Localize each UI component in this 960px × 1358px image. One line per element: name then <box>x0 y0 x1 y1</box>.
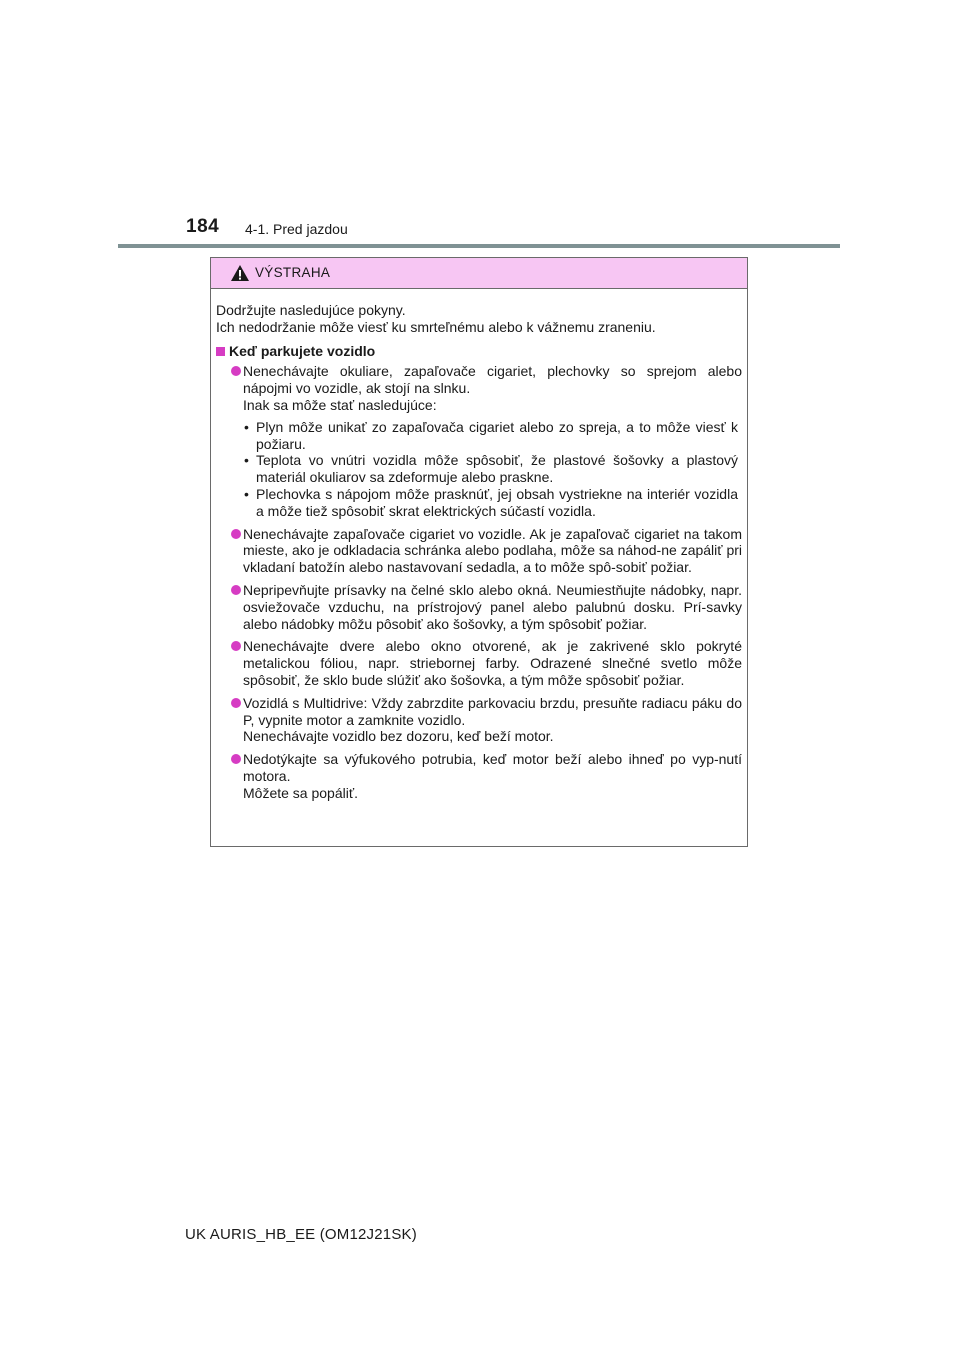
circle-bullet-icon <box>231 641 241 651</box>
footer-model: UK AURIS_HB_EE (OM12J21SK) <box>185 1226 417 1243</box>
circle-bullet-icon <box>231 698 241 708</box>
warning-title: VÝSTRAHA <box>255 265 331 280</box>
warning-box <box>210 257 748 847</box>
bullet-item <box>216 638 742 688</box>
subheading <box>216 343 742 360</box>
bullet-text: Nenechávajte okuliare, zapaľovače cigariet, plechovky so sprejom alebo nápojmi vo vozidle, ak stojí na slnku. <box>243 363 742 397</box>
bullet-item <box>216 695 742 745</box>
bullet-extra: Inak sa môže stať nasledujúce: <box>243 396 437 413</box>
bullet-item <box>216 526 742 576</box>
sub-item <box>243 452 738 486</box>
sub-item-text: Teplota vo vnútri vozidla môže spôsobiť, že plastové šošovky a plastový materiál okuliarov sa zdeformuje alebo praskne. <box>256 452 738 486</box>
sub-dot-icon: • <box>244 418 249 435</box>
bullet-extra: Môžete sa popáliť. <box>243 784 358 801</box>
sub-item <box>243 419 738 453</box>
intro-line-1: Dodržujte nasledujúce pokyny. <box>216 302 406 318</box>
sub-item-text: Plyn môže unikať zo zapaľovača cigariet alebo zo spreja, a to môže viesť k požiaru. <box>256 418 738 452</box>
sub-dot-icon: • <box>244 452 249 469</box>
warning-body <box>211 289 747 802</box>
sub-item-text: Plechovka s nápojom môže prasknúť, jej obsah vystriekne na interiér vozidla a môže tiež spôsobiť skrat elektrických súčastí vozidla. <box>256 485 738 519</box>
warning-header <box>211 258 747 289</box>
intro-line-2: Ich nedodržanie môže viesť ku smrteľnému alebo k vážnemu zraneniu. <box>216 318 656 335</box>
section-title: 4-1. Pred jazdou <box>245 221 348 237</box>
bullet-item <box>216 363 742 519</box>
warning-triangle-icon <box>230 264 250 282</box>
bullet-text: Nenechávajte dvere alebo okno otvorené, ak je zakrivené sklo pokryté metalickou fóliou, napr. striebornej farby. Odrazené slnečné svetlo môže spôsobiť, že sklo bude slúžiť ako šošovka, a tým môže spôsobiť požiar. <box>243 638 742 688</box>
bullet-text: Nedotýkajte sa výfukového potrubia, keď motor beží alebo ihneď po vyp-nutí motora. <box>243 751 742 784</box>
bullet-text: Nenechávajte zapaľovače cigariet vo vozidle. Ak je zapaľovač cigariet na takom mieste, ako je odkladacia schránka alebo podlaha, môže sa náhod-ne zapáliť pri vkladaní batožín alebo nastavovaní sedadla, a to môže spô-sobiť požiar. <box>243 525 742 576</box>
circle-bullet-icon <box>231 754 241 764</box>
circle-bullet-icon <box>231 366 241 376</box>
sub-item <box>243 486 738 520</box>
bullet-text: Vozidlá s Multidrive: Vždy zabrzdite parkovaciu brzdu, presuňte radiacu páku do P, vypnite motor a zamknite vozidlo. <box>243 694 742 728</box>
sublist <box>243 419 742 520</box>
bullet-item <box>216 582 742 632</box>
sub-dot-icon: • <box>244 485 249 502</box>
bullet-item <box>216 751 742 801</box>
bullet-text: Nepripevňujte prísavky na čelné sklo alebo okná. Neumiestňujte nádobky, napr. osviežovače vzduchu, na prístrojový panel alebo palubnú dosku. Prí-savky alebo nádobky môžu pôsobiť ako šošovky, a tým spôsobiť požiar. <box>243 581 742 632</box>
square-bullet-icon <box>216 347 225 356</box>
header-rule <box>118 244 840 248</box>
subheading-text: Keď parkujete vozidlo <box>229 342 376 359</box>
page-number: 184 <box>186 216 220 237</box>
bullet-extra: Nenechávajte vozidlo bez dozoru, keď beží motor. <box>243 728 554 745</box>
circle-bullet-icon <box>231 529 241 539</box>
circle-bullet-icon <box>231 585 241 595</box>
